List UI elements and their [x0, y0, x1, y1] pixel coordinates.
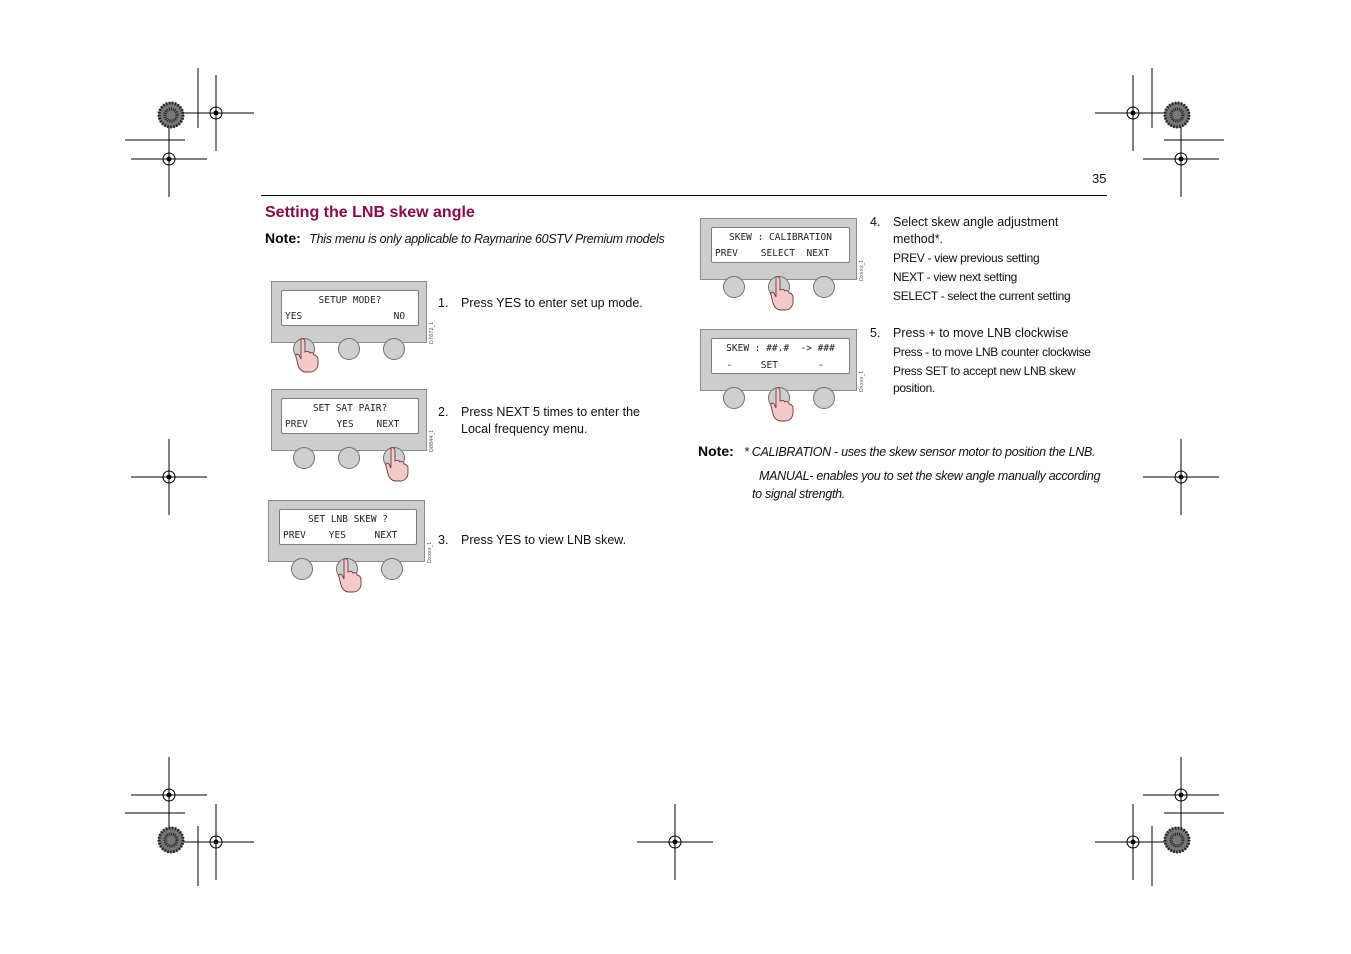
step-2 — [438, 404, 668, 444]
note-label: Note: — [698, 443, 734, 459]
step-number: 5. — [870, 326, 881, 340]
reg-mark-icon — [637, 804, 713, 880]
reg-mark-icon — [131, 757, 207, 833]
step-number: 4. — [870, 215, 881, 229]
softkey-button[interactable] — [293, 447, 315, 469]
display-panel — [271, 281, 427, 343]
step-line: Local frequency menu. — [461, 422, 588, 436]
display-panel — [700, 329, 857, 391]
pointing-finger-icon — [768, 275, 794, 311]
lcd-screen — [281, 290, 419, 326]
step-1 — [438, 295, 668, 315]
step-line: Press YES to enter set up mode. — [461, 296, 643, 310]
lcd-screen — [279, 509, 417, 545]
step-5 — [870, 325, 1110, 405]
bottom-note-line-1: * CALIBRATION - uses the skew sensor motor to position the LNB. — [744, 445, 1096, 459]
lcd-screen — [711, 227, 850, 263]
step-4 — [870, 214, 1110, 314]
softkey-button[interactable] — [723, 387, 745, 409]
softkey-button[interactable] — [381, 558, 403, 580]
reg-mark-icon — [1143, 757, 1219, 833]
page-number: 35 — [1092, 171, 1107, 186]
lcd-line-2: YES NO — [285, 311, 406, 322]
softkey-button[interactable] — [383, 338, 405, 360]
softkey-button[interactable] — [291, 558, 313, 580]
step-number: 1. — [438, 296, 449, 310]
color-target-icon — [1164, 102, 1190, 128]
softkey-button[interactable] — [813, 276, 835, 298]
color-target-icon — [1164, 827, 1190, 853]
step-line: NEXT - view next setting — [893, 270, 1017, 284]
top-note — [265, 230, 664, 248]
reg-mark-icon — [1143, 439, 1219, 515]
step-line: Press YES to view LNB skew. — [461, 533, 627, 547]
figure-code: Dxxxx_1 — [427, 541, 433, 563]
step-line: Press SET to accept new LNB skew — [893, 364, 1076, 378]
header-rule — [261, 195, 1107, 196]
figure-code: Dxxxx_1 — [859, 370, 865, 392]
softkey-button[interactable] — [723, 276, 745, 298]
step-line: PREV - view previous setting — [893, 251, 1040, 265]
lcd-line-1: SETUP MODE? — [318, 295, 382, 306]
lcd-screen — [281, 398, 419, 434]
reg-mark-icon — [1095, 804, 1171, 880]
figure-code: Dxxxx_1 — [859, 259, 865, 281]
color-target-icon — [158, 827, 184, 853]
lcd-line-2: PREV YES NEXT — [283, 530, 398, 541]
step-3 — [438, 532, 668, 552]
display-panel — [271, 389, 427, 451]
note-label: Note: — [265, 230, 301, 246]
reg-mark-icon — [1143, 121, 1219, 197]
step-line: Press - to move LNB counter clockwise — [893, 345, 1091, 359]
reg-mark-icon — [131, 439, 207, 515]
step-line: Press NEXT 5 times to enter the — [461, 405, 641, 419]
step-line: Press + to move LNB clockwise — [893, 326, 1069, 340]
step-line: Select skew angle adjustment — [893, 215, 1059, 229]
figure-code: D7872_1 — [429, 321, 435, 344]
figure-code: D8844_1 — [429, 429, 435, 452]
reg-mark-icon — [131, 121, 207, 197]
bottom-note-line-3: to signal strength. — [752, 487, 845, 501]
step-line: method*. — [893, 232, 944, 246]
softkey-button[interactable] — [338, 447, 360, 469]
section-title: Setting the LNB skew angle — [265, 204, 475, 221]
softkey-button[interactable] — [813, 387, 835, 409]
bottom-note-line-2: MANUAL- enables you to set the skew angle manually according — [759, 469, 1101, 483]
lcd-line-1: SET SAT PAIR? — [312, 403, 388, 414]
bottom-note-label — [698, 443, 734, 461]
reg-mark-icon — [178, 804, 254, 880]
lcd-line-1: SKEW : ##.# -> ### — [726, 343, 835, 354]
pointing-finger-icon — [293, 337, 319, 373]
reg-mark-icon — [178, 75, 254, 151]
lcd-line-2: PREV YES NEXT — [285, 419, 400, 430]
lcd-line-2: - SET - — [715, 360, 824, 371]
step-line: SELECT - select the current setting — [893, 289, 1071, 303]
display-panel — [700, 218, 857, 280]
step-number: 2. — [438, 405, 449, 419]
pointing-finger-icon — [336, 557, 362, 593]
step-number: 3. — [438, 533, 449, 547]
pointing-finger-icon — [383, 446, 409, 482]
step-line: position. — [893, 381, 935, 395]
lcd-line-1: SET LNB SKEW ? — [307, 514, 389, 525]
lcd-line-1: SKEW : CALIBRATION — [729, 232, 832, 243]
pointing-finger-icon — [768, 386, 794, 422]
lcd-line-2: PREV SELECT NEXT — [715, 248, 830, 259]
softkey-button[interactable] — [338, 338, 360, 360]
display-panel — [268, 500, 425, 562]
lcd-screen — [711, 338, 850, 374]
color-target-icon — [158, 102, 184, 128]
note-text: This menu is only applicable to Raymarine 60STV Premium models — [309, 232, 665, 246]
reg-mark-icon — [1095, 75, 1171, 151]
